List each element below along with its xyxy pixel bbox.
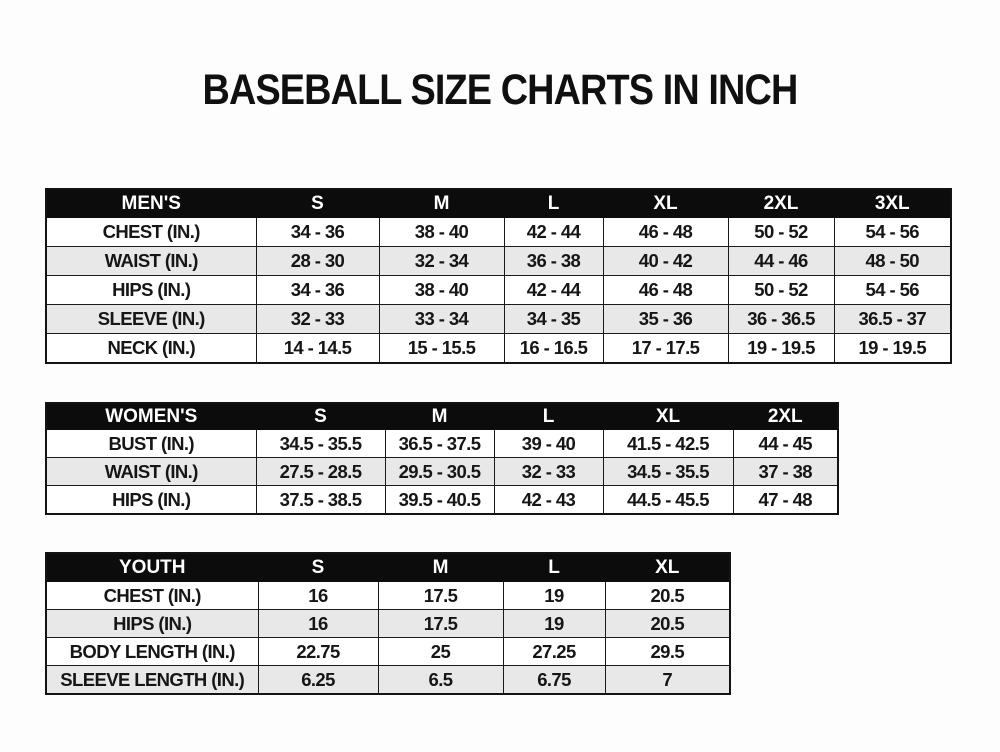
column-header: 3XL bbox=[834, 189, 951, 218]
size-value: 36 - 36.5 bbox=[728, 305, 834, 334]
measurement-row bbox=[46, 305, 951, 334]
row-label: HIPS (IN.) bbox=[46, 276, 256, 305]
row-label: SLEEVE LENGTH (IN.) bbox=[46, 666, 258, 695]
measurement-row bbox=[46, 638, 730, 666]
size-value: 19 - 19.5 bbox=[728, 334, 834, 364]
row-label: SLEEVE (IN.) bbox=[46, 305, 256, 334]
row-label: CHEST (IN.) bbox=[46, 582, 258, 610]
measurement-row bbox=[46, 582, 730, 610]
measurement-row bbox=[46, 247, 951, 276]
size-value: 37.5 - 38.5 bbox=[256, 486, 385, 515]
table-title-cell: YOUTH bbox=[46, 553, 258, 582]
size-value: 6.75 bbox=[503, 666, 605, 695]
size-value: 54 - 56 bbox=[834, 218, 951, 247]
size-value: 40 - 42 bbox=[603, 247, 728, 276]
size-value: 29.5 bbox=[605, 638, 730, 666]
column-header: 2XL bbox=[733, 403, 838, 430]
size-value: 39 - 40 bbox=[494, 430, 603, 458]
measurement-row bbox=[46, 430, 838, 458]
measurement-row bbox=[46, 666, 730, 695]
column-header: L bbox=[503, 553, 605, 582]
measurement-row bbox=[46, 218, 951, 247]
size-value: 41.5 - 42.5 bbox=[603, 430, 733, 458]
size-value: 15 - 15.5 bbox=[379, 334, 504, 364]
size-value: 42 - 44 bbox=[504, 276, 603, 305]
size-value: 46 - 48 bbox=[603, 276, 728, 305]
size-value: 28 - 30 bbox=[256, 247, 379, 276]
row-label: NECK (IN.) bbox=[46, 334, 256, 364]
column-header: M bbox=[379, 189, 504, 218]
size-table-womens bbox=[45, 402, 839, 515]
size-value: 36.5 - 37 bbox=[834, 305, 951, 334]
size-value: 25 bbox=[378, 638, 503, 666]
page-title: BASEBALL SIZE CHARTS IN INCH bbox=[202, 66, 798, 114]
size-value: 7 bbox=[605, 666, 730, 695]
size-value: 29.5 - 30.5 bbox=[385, 458, 494, 486]
size-value: 32 - 34 bbox=[379, 247, 504, 276]
column-header: XL bbox=[603, 189, 728, 218]
row-label: BUST (IN.) bbox=[46, 430, 256, 458]
size-value: 6.25 bbox=[258, 666, 378, 695]
size-value: 39.5 - 40.5 bbox=[385, 486, 494, 515]
size-value: 17 - 17.5 bbox=[603, 334, 728, 364]
column-header: M bbox=[378, 553, 503, 582]
size-value: 36.5 - 37.5 bbox=[385, 430, 494, 458]
size-value: 34.5 - 35.5 bbox=[256, 430, 385, 458]
size-value: 20.5 bbox=[605, 582, 730, 610]
size-value: 32 - 33 bbox=[256, 305, 379, 334]
size-table-mens bbox=[45, 188, 952, 364]
size-value: 16 - 16.5 bbox=[504, 334, 603, 364]
size-value: 37 - 38 bbox=[733, 458, 838, 486]
size-value: 44.5 - 45.5 bbox=[603, 486, 733, 515]
row-label: CHEST (IN.) bbox=[46, 218, 256, 247]
column-header: S bbox=[256, 189, 379, 218]
measurement-row bbox=[46, 334, 951, 364]
column-header: S bbox=[256, 403, 385, 430]
row-label: BODY LENGTH (IN.) bbox=[46, 638, 258, 666]
size-value: 38 - 40 bbox=[379, 218, 504, 247]
size-value: 20.5 bbox=[605, 610, 730, 638]
size-value: 17.5 bbox=[378, 582, 503, 610]
size-value: 22.75 bbox=[258, 638, 378, 666]
size-table-youth bbox=[45, 552, 731, 695]
size-value: 42 - 43 bbox=[494, 486, 603, 515]
measurement-row bbox=[46, 610, 730, 638]
size-value: 19 bbox=[503, 582, 605, 610]
table-title-cell: WOMEN'S bbox=[46, 403, 256, 430]
row-label: HIPS (IN.) bbox=[46, 486, 256, 515]
size-value: 50 - 52 bbox=[728, 276, 834, 305]
size-value: 16 bbox=[258, 582, 378, 610]
table-header-row bbox=[46, 403, 838, 430]
size-value: 38 - 40 bbox=[379, 276, 504, 305]
size-value: 27.5 - 28.5 bbox=[256, 458, 385, 486]
size-value: 33 - 34 bbox=[379, 305, 504, 334]
row-label: HIPS (IN.) bbox=[46, 610, 258, 638]
size-value: 42 - 44 bbox=[504, 218, 603, 247]
size-value: 36 - 38 bbox=[504, 247, 603, 276]
column-header: S bbox=[258, 553, 378, 582]
page-title-wrap bbox=[0, 66, 1000, 115]
size-value: 16 bbox=[258, 610, 378, 638]
measurement-row bbox=[46, 276, 951, 305]
size-value: 19 - 19.5 bbox=[834, 334, 951, 364]
table-header-row bbox=[46, 553, 730, 582]
column-header: XL bbox=[605, 553, 730, 582]
size-value: 6.5 bbox=[378, 666, 503, 695]
size-value: 44 - 46 bbox=[728, 247, 834, 276]
size-value: 32 - 33 bbox=[494, 458, 603, 486]
measurement-row bbox=[46, 486, 838, 515]
table-title-cell: MEN'S bbox=[46, 189, 256, 218]
size-value: 27.25 bbox=[503, 638, 605, 666]
column-header: M bbox=[385, 403, 494, 430]
size-value: 34 - 35 bbox=[504, 305, 603, 334]
row-label: WAIST (IN.) bbox=[46, 458, 256, 486]
size-value: 48 - 50 bbox=[834, 247, 951, 276]
size-value: 34 - 36 bbox=[256, 276, 379, 305]
size-value: 50 - 52 bbox=[728, 218, 834, 247]
size-value: 35 - 36 bbox=[603, 305, 728, 334]
measurement-row bbox=[46, 458, 838, 486]
column-header: 2XL bbox=[728, 189, 834, 218]
size-value: 19 bbox=[503, 610, 605, 638]
column-header: XL bbox=[603, 403, 733, 430]
column-header: L bbox=[494, 403, 603, 430]
size-value: 14 - 14.5 bbox=[256, 334, 379, 364]
column-header: L bbox=[504, 189, 603, 218]
row-label: WAIST (IN.) bbox=[46, 247, 256, 276]
size-value: 17.5 bbox=[378, 610, 503, 638]
size-value: 44 - 45 bbox=[733, 430, 838, 458]
size-value: 34.5 - 35.5 bbox=[603, 458, 733, 486]
table-header-row bbox=[46, 189, 951, 218]
size-value: 46 - 48 bbox=[603, 218, 728, 247]
size-value: 34 - 36 bbox=[256, 218, 379, 247]
size-value: 47 - 48 bbox=[733, 486, 838, 515]
size-value: 54 - 56 bbox=[834, 276, 951, 305]
